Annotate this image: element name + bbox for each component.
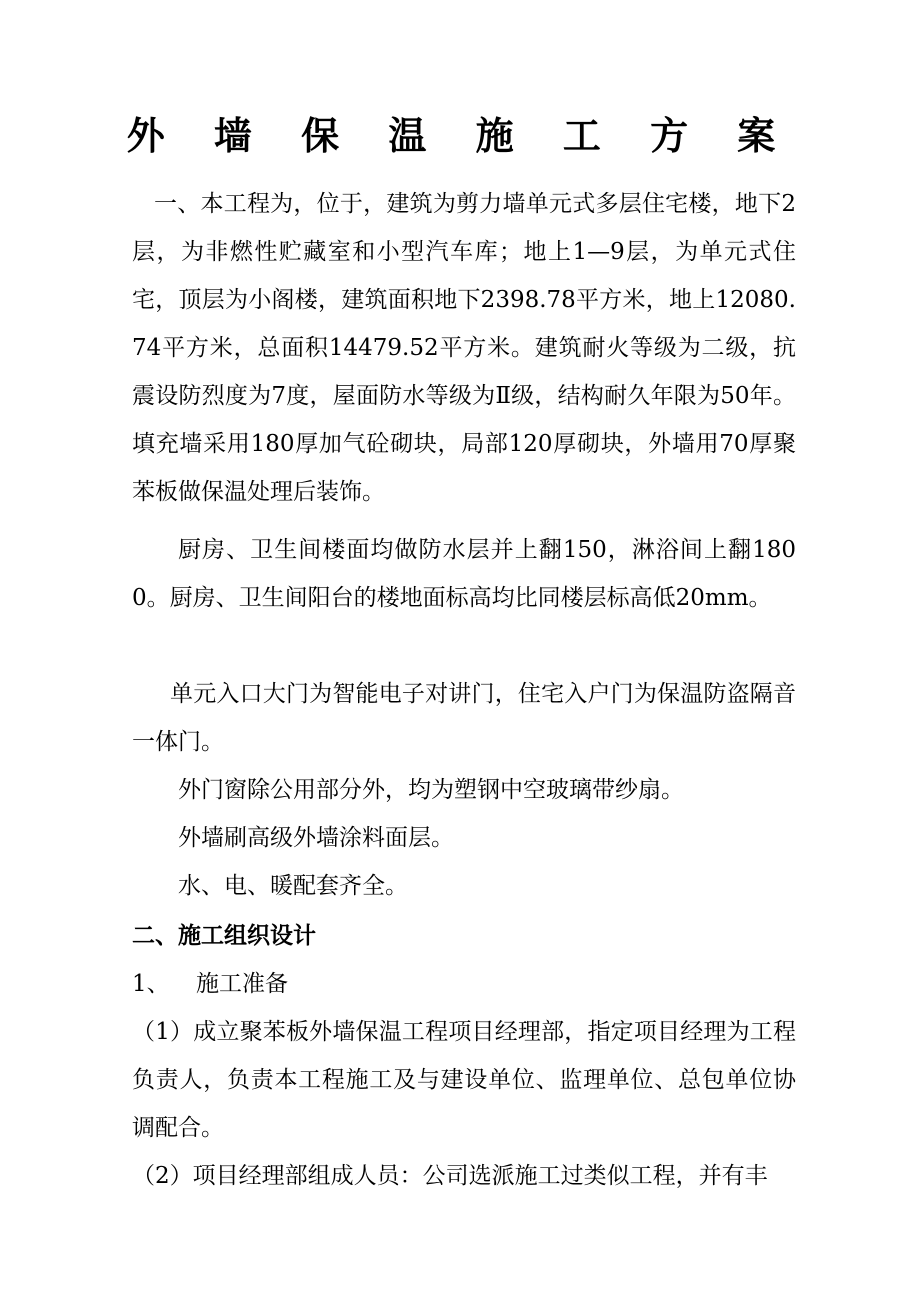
paragraph-kitchen-bathroom: 厨房、卫生间楼面均做防水层并上翻150，淋浴间上翻1800。厨房、卫生间阳台的楼地面标高均比同楼层标高低20mm。 — [132, 537, 796, 611]
paragraph-project-department: （1）成立聚苯板外墙保温工程项目经理部，指定项目经理为工程负责人，负责本工程施工及与建设单位、监理单位、总包单位协调配合。 — [132, 1019, 796, 1141]
document-title: 外 墙 保 温 施 工 方 案 — [126, 114, 794, 158]
paragraph-project-overview: 一、本工程为，位于，建筑为剪力墙单元式多层住宅楼，地下2层，为非燃性贮藏室和小型汽车库；地上1—9层，为单元式住宅，顶层为小阁楼，建筑面积地下2398.78平方米，地上12080.74平方米，总面积14479.52平方米。建筑耐火等级为二级，抗震设防烈度为7度，屋面防水等级为Ⅱ级，结构耐久年限为50年。填充墙采用180厚加气砼砌块，局部120厚砌块，外墙用70厚聚苯板做保温处理后装饰。 — [132, 191, 796, 505]
section-heading-construction-design: 二、施工组织设计 — [132, 923, 316, 949]
list-item-preparation — [132, 960, 796, 1008]
paragraph-utilities: 水、电、暖配套齐全。 — [178, 873, 408, 899]
paragraph-department-staff: （2）项目经理部组成人员：公司选派施工过类似工程，并有丰 — [132, 1163, 768, 1189]
list-label: 施工准备 — [196, 971, 288, 997]
list-number: 1、 — [132, 971, 170, 997]
paragraph-exterior-paint: 外墙刷高级外墙涂料面层。 — [178, 825, 454, 851]
paragraph-entrance-doors: 单元入口大门为智能电子对讲门，住宅入户门为保温防盗隔音一体门。 — [132, 681, 796, 755]
paragraph-windows: 外门窗除公用部分外，均为塑钢中空玻璃带纱扇。 — [178, 777, 684, 803]
